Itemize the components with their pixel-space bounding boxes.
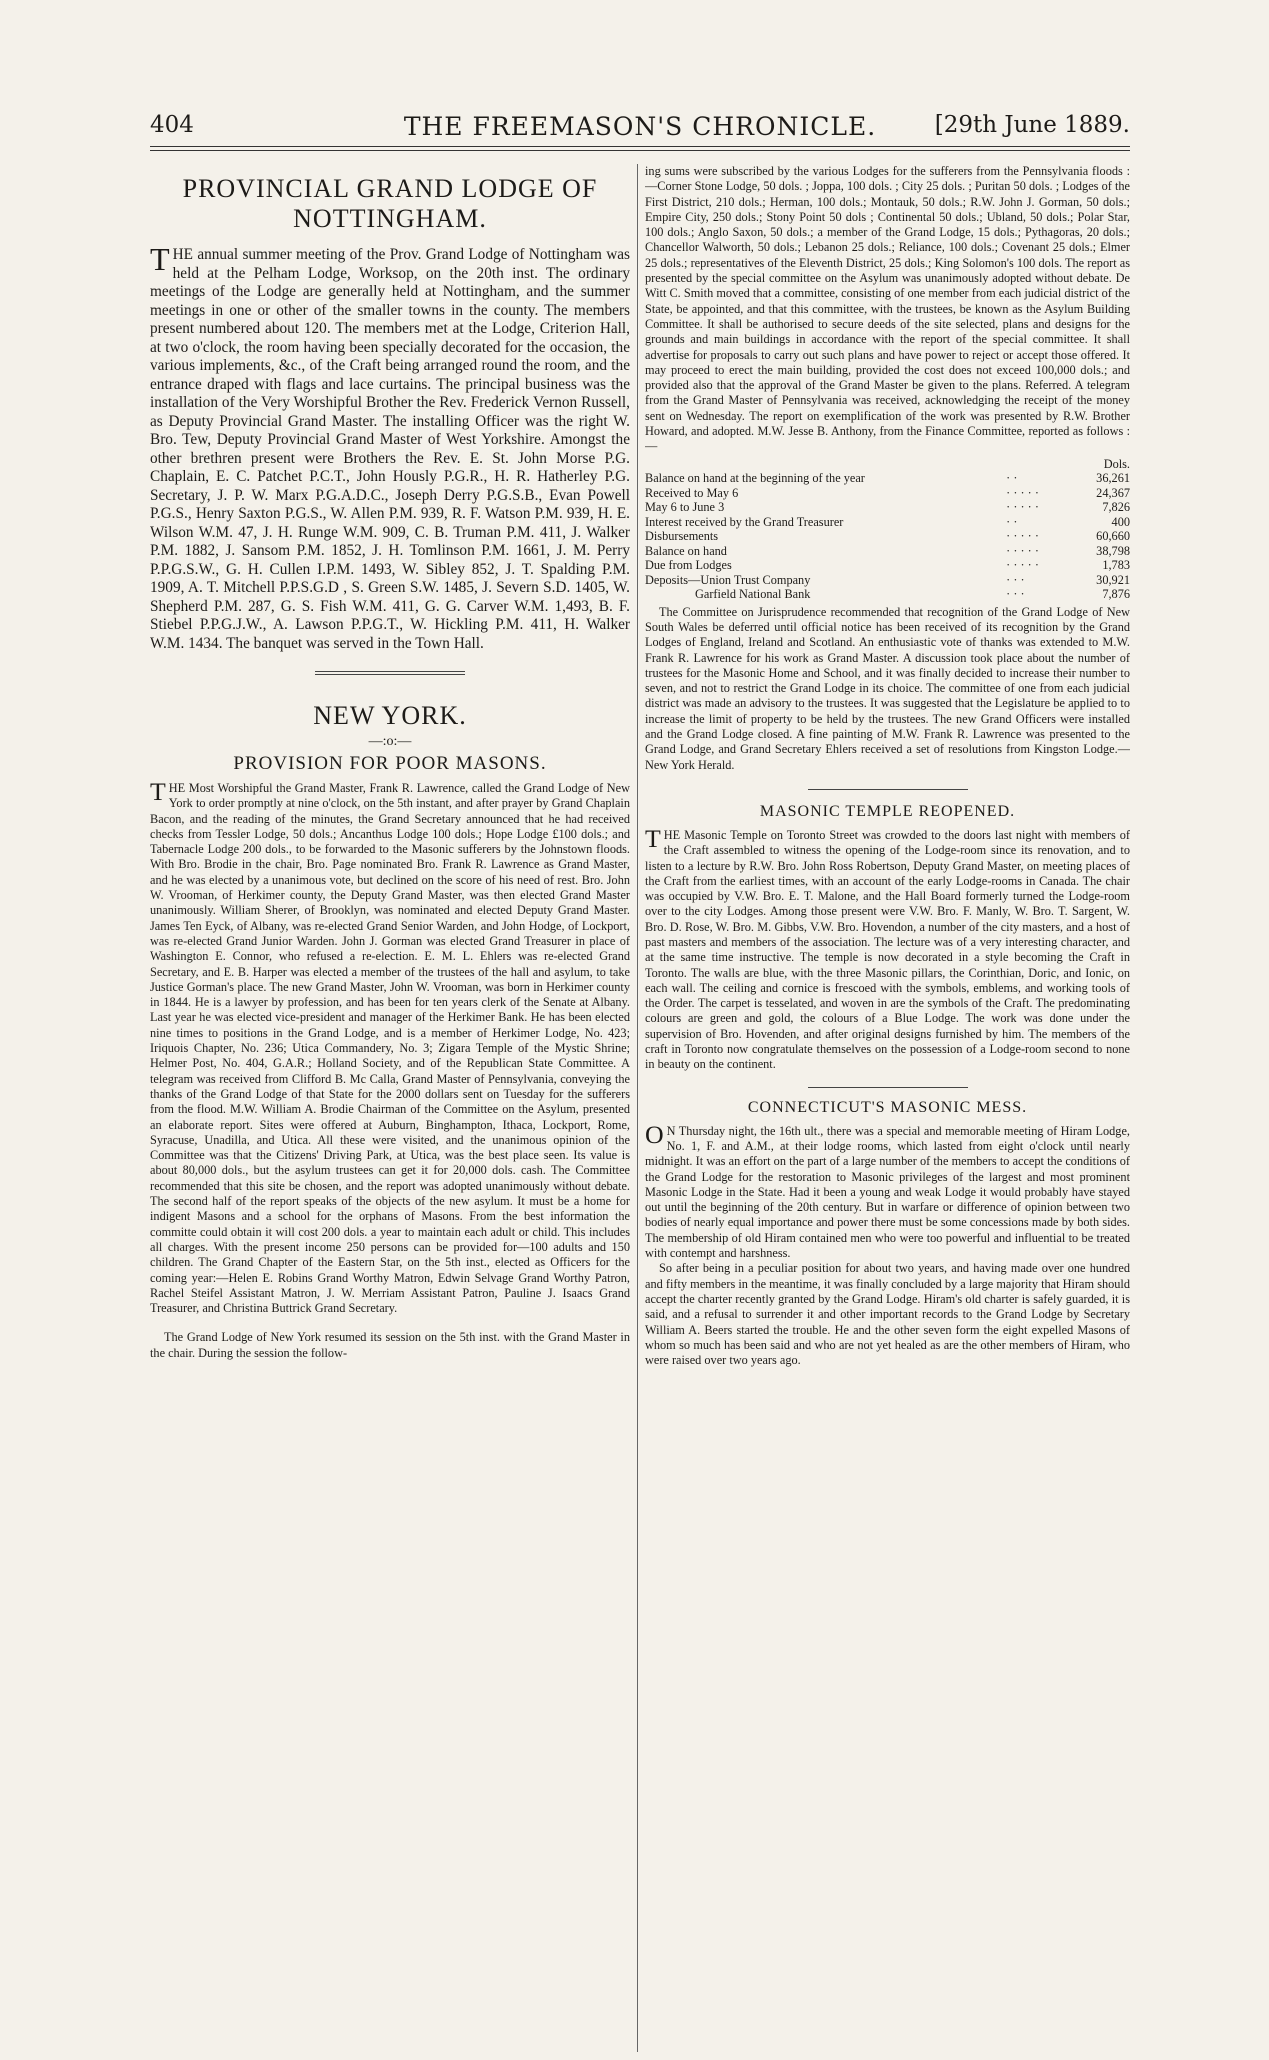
right-column — [645, 164, 1130, 2052]
article-body: THE Most Worshipful the Grand Master, Frank R. Lawrence, called the Grand Lodge of New York to order promptly at nine o'clock, on the 5th instant, and after prayer by Grand Chaplain Bacon, and the reading of the minutes, the Grand Secretary announced that he had received checks from Tessler Lodge, 50 dols.; Ancanthus Lodge 100 dols.; Hope Lodge £100 dols.; and Tabernacle Lodge 200 dols., to be forwarded to the Masonic sufferers by the Johnstown floods. With Bro. Brodie in the chair, Bro. Page nominated Bro. Frank R. Lawrence as Grand Master, and he was elected by a unanimous vote, but declined on the score of his need of rest. Bro. John W. Vrooman, of Herkimer county, the Deputy Grand Master, was then elected Grand Master unanimously. William Sherer, of Brooklyn, was nominated and elected Deputy Grand Master. James Ten Eyck, of Albany, was re-elected Grand Senior Warden, and John Hodge, of Lockport, was re-elected Grand Junior Warden. John J. Gorman was elected Grand Treasurer in place of Washington E. Connor, who refused a re-election. E. M. L. Ehlers was re-elected Grand Secretary, and E. B. Harper was elected a member of the trustees of the hall and asylum, to take Justice Gorman's place. The new Grand Master, John W. Vrooman, was born in Herkimer county in 1844. He is a lawyer by profession, and has been for ten years clerk of the Senate at Albany. Last year he was elected vice-president and manager of the Herkimer Bank. He has been elected nine times to positions in the Grand Lodge, and is a member of Herkimer Lodge, No. 423; Iriquois Chapter, No. 236; Utica Commandery, No. 3; Zigara Temple of the Mystic Shrine; Helmer Post, No. 404, G.A.R.; Holland Society, and of the Republican State Committee. A telegram was received from Clifford B. Mc Calla, Grand Master of Pennsylvania, conveying the thanks of the Grand Lodge of that State for the 2000 dollars sent on Tuesday for the sufferers from the flood. M.W. William A. Brodie Chairman of the Committee on the Asylum, presented an elaborate report. Sites were offered at Auburn, Binghampton, Ithaca, Lockport, Rome, Syracuse, Unadilla, and Utica. All these were visited, and the unanimous opinion of the Committee was that the Citizens' Driving Park, at Utica, was the best place seen. Its value is about 80,000 dols., but the asylum trustees can get it for 20,000 dols. cash. The Committee recommended that this site be chosen, and the report was adopted unanimously without debate. The second half of the report speaks of the objects of the new asylum. It must be a home for indigent Masons and a school for the orphans of Masons. From the best information the committe could obtain it will cost 200 dols. a year to maintain each adult or child. This includes all charges. With the present income 250 persons can be provided for—100 adults and 150 children. The Grand Chapter of the Eastern Star, on the 5th inst., elected as Officers for the coming year:—Helen E. Robins Grand Worthy Matron, Edwin Selvage Grand Worthy Patron, Rachel Steifel Assistant Matron, J. W. Merriam Assistant Patron, Pauline J. Isaacs Grand Treasurer, and Christina Buttrick Grand Secretary. — [150, 777, 630, 1316]
page-number: 404 — [150, 112, 194, 138]
finance-label: Disbursements — [645, 529, 719, 544]
finance-leader: · · · — [1006, 572, 1025, 587]
finance-value: 7,876 — [1102, 587, 1130, 602]
finance-value: 24,367 — [1096, 485, 1130, 500]
finance-row — [645, 587, 1130, 602]
article-body: THE Masonic Temple on Toronto Street was crowded to the doors last night with members of the Craft assembled to witness the opening of the Lodge-room since its renovation, and to listen to a lecture by R.W. Bro. John Ross Robertson, Deputy Grand Master, on meeting places of the Craft from the earliest times, with an account of the early Lodge-rooms in Canada. The chair was occupied by V.W. Bro. E. T. Malone, and the Hall Board formerly turned the Lodge-room over to the city Lodges. Among those present were V.W. Bro. F. Manly, W. Bro. T. Sargent, W. Bro. D. Rose, W. Bro. M. Gibbs, V.W. Bro. Hovendon, a number of the city masters, and a host of past masters and members of the association. The lecture was of a very interesting character, and at the same time instructive. The temple is now decorated in a style becoming the Craft in Toronto. The walls are blue, with the three Masonic pillars, the Corinthian, Doric, and Ionic, on each wall. The ceiling and cornice is frescoed with the symbols, emblems, and working tools of the Order. The carpet is tesselated, and woven in are the symbols of the Craft. The predominating colours are green and gold, the colours of a Blue Lodge. The work was done under the supervision of Bro. Hovenden, and after original designs furnished by him. The members of the craft in Toronto now congratulate themselves on the possession of a Lodge-room second to none in beauty on the continent. — [645, 823, 1130, 1072]
finance-value: 60,660 — [1096, 529, 1130, 544]
finance-row — [645, 529, 1130, 544]
finance-leader: · · · · · — [1006, 485, 1039, 500]
article-heading: CONNECTICUT'S MASONIC MESS. — [747, 1098, 1028, 1116]
column-divider — [637, 164, 638, 2052]
left-column — [150, 164, 630, 2052]
finance-leader: · · · · · — [1006, 543, 1039, 558]
finance-row — [645, 486, 1130, 501]
finance-row — [645, 544, 1130, 559]
finance-value: 36,261 — [1096, 471, 1130, 486]
finance-leader: · · · · · — [1006, 529, 1039, 544]
article-nottingham — [150, 174, 630, 653]
issue-date: [29th June 1889. — [934, 112, 1130, 138]
finance-leader: · · · — [1006, 587, 1025, 602]
finance-label: Due from Lodges — [645, 558, 732, 573]
finance-leader: · · · · · — [1006, 500, 1039, 515]
article-body-after-finance: The Committee on Jurisprudence recommended that recognition of the Grand Lodge of New South Wales be deferred until official notice has been received of its recognition by the Grand Lodges of England, Ireland and Scotland. An enthusiastic vote of thanks was extended to M.W. Frank R. Lawrence for his work as Grand Master. A discussion took place about the number of trustees for the Masonic Home and School, and it was finally decided to increase their number to seven, and not to restrict the Grand Lodge in its choice. The committee of one from each judicial district was made an advisory to the trustees. It was suggested that the Legislature be applied to to increase the limit of property to be held by the trustees. The new Grand Officers were installed and the Grand Lodge closed. A fine painting of M.W. Frank R. Lawrence was presented to the Grand Lodge, and Grand Secretary Ehlers received a set of resolutions from Kingston Lodge.—New York Herald. — [645, 604, 1130, 772]
masthead-rule — [150, 146, 1130, 147]
finance-row — [645, 515, 1130, 530]
article-connecticut — [645, 1098, 1130, 1369]
finance-value: 38,798 — [1096, 543, 1130, 558]
finance-row — [645, 471, 1130, 486]
finance-table — [645, 457, 1130, 602]
section-separator — [808, 1087, 968, 1088]
article-body-continued: The Grand Lodge of New York resumed its session on the 5th inst. with the Grand Master in the chair. During the session the follow- — [150, 1330, 630, 1360]
finance-label: Balance on hand at the beginning of the year — [645, 471, 865, 486]
finance-label: May 6 to June 3 — [645, 500, 725, 515]
finance-label: Deposits—Union Trust Company — [645, 572, 811, 587]
article-body: THE annual summer meeting of the Prov. Grand Lodge of Nottingham was held at the Pelham Lodge, Worksop, on the 20th inst. The ordinary meetings of the Lodge are generally held at Nottingham, and the summer meetings in one or other of the smaller towns in the county. The members present numbered about 120. The members met at the Lodge, Criterion Hall, at two o'clock, the room having been specially decorated for the occasion, the various implements, &c., of the Craft being arranged round the room, and the entrance draped with flags and lace curtains. The principal business was the installation of the Very Worshipful Brother the Rev. Frederick Vernon Russell, as Deputy Provincial Grand Master. The installing Officer was the right W. Bro. Tew, Deputy Provincial Grand Master of West Yorkshire. Amongst the other brethren present were Brothers the Rev. E. St. John Morse P.G. Chaplain, E. C. Patchet P.C.T., John Hously P.G.R., H. R. Hatherley P.G. Secretary, J. P. W. Marx P.G.A.D.C., Joseph Derry P.G.S.B., Evan Powell P.G.S., Henry Saxton P.G.S., W. Allen P.M. 939, R. F. Watson P.M. 939, H. E. Wilson W.M. 47, J. H. Runge W.M. 909, C. B. Truman P.M. 411, J. Walker P.M. 1882, J. Sansom P.M. 1852, J. H. Tomlinson P.M. 1661, J. M. Perry P.P.G.S.W., G. H. Cullen I.P.M. 1493, W. Sibley 852, J. T. Spalding P.M. 1909, A. T. Mitchell P.P.S.G.D , S. Green S.W. 1485, J. Severn S.D. 1405, W. Shepherd P.M. 287, G. S. Fish W.M. 411, G. G. Carver W.M. 1,493, B. F. Stiebel P.P.G.J.W., A. Lawson P.P.G.T., W. Hickling P.M. 411, H. Walker W.M. 1434. The banquet was served in the Town Hall. — [150, 241, 630, 652]
ornament-separator: —:o:— — [368, 734, 412, 749]
article-subheading: PROVISION FOR POOR MASONS. — [233, 753, 547, 774]
article-body-continued: So after being in a peculiar position for about two years, and having made over one hundred and fifty members in the meantime, it was finally concluded by a large majority that Hiram should accept the charter recently granted by the Grand Lodge. Hiram's old charter is safely guarded, it is said, and a refusal to surrender it and other important records to the Grand Lodge by Secretary William A. Beers started the trouble. He and the other seven form the eight expelled Masons of whom so much has been said and who are not yet healed as are the other members of Hiram, who were raised over two years ago. — [645, 1261, 1130, 1368]
article-body: ON Thursday night, the 16th ult., there was a special and memorable meeting of Hiram Lodge, No. 1, F. and A.M., at their lodge rooms, which lasted from eight o'clock until nearly midnight. It was an effort on the part of a large number of the members to accept the conditions of the Grand Lodge for the restoration to Masonic privileges of the largest and most prominent Masonic Lodge in the State. Had it been a young and weak Lodge it would probably have stayed out until the beginning of the 20th century. But in warfare or difference of opinion between two bodies of nearly equal importance and power there must be some concessions made by both sides. The membership of old Hiram contained men who were too powerful and influential to be treated with contempt and harshness. — [645, 1119, 1130, 1261]
finance-leader: · · — [1006, 514, 1018, 529]
finance-value: 30,921 — [1096, 572, 1130, 587]
finance-label: Interest received by the Grand Treasurer — [645, 514, 844, 529]
article-continuation: ing sums were subscribed by the various Lodges for the sufferers from the Pennsylvania floods :—Corner Stone Lodge, 50 dols. ; Joppa, 100 dols. ; City 25 dols. ; Puritan 50 dols. ; Lodges of the First District, 210 dols.; Herman, 100 dols.; Montauk, 50 dols.; R.W. John J. Gorman, 50 dols.; Empire City, 250 dols.; Stony Point 50 dols ; Continental 50 dols.; Ubland, 50 dols.; Polar Star, 100 dols.; Anglo Saxon, 50 dols.; a member of the Grand Lodge, 15 dols.; Pythagoras, 20 dols.; Chancellor Walworth, 50 dols.; Lebanon 25 dols.; Reliance, 100 dols.; Covenant 25 dols.; Elmer 25 dols.; representatives of the Eleventh District, 25 dols.; King Solomon's 100 dols. The report as presented by the special committee on the Asylum was unanimously adopted without debate. De Witt C. Smith moved that a committee, consisting of one member from each judicial district of the State, be appointed, and that this committee, with the trustees, be known as the Asylum Building Committee. It shall be authorised to secure deeds of the site selected, plans and designs for the grounds and main buildings in accordance with the report of the special committee. It shall advertise for proposals to carry out such plans and have power to reject or accept those offered. It may proceed to erect the main building, provided the cost does not exceed 100,000 dols.; and provided also that the approval of the Grand Master be given to the plans. Referred. A telegram from the Grand Master of Pennsylvania was received, acknowledging the receipt of the money sent on Wednesday. The report on exemplification of the work was presented by R.W. Brother Howard, and adopted. M.W. Jesse B. Anthony, from the Finance Committee, reported as follows :— — [645, 164, 1130, 454]
finance-value: 7,826 — [1102, 500, 1130, 515]
masthead — [150, 112, 1130, 144]
article-heading: MASONIC TEMPLE REOPENED. — [759, 802, 1016, 820]
article-heading: PROVINCIAL GRAND LODGE OF NOTTINGHAM. — [182, 174, 598, 233]
finance-row — [645, 500, 1130, 515]
finance-value: 1,783 — [1102, 558, 1130, 573]
finance-label: Received to May 6 — [645, 485, 739, 500]
publication-title: THE FREEMASON'S CHRONICLE. — [403, 112, 877, 141]
finance-leader: · · — [1006, 471, 1018, 486]
section-separator — [315, 671, 465, 675]
finance-value: 400 — [1111, 514, 1130, 529]
finance-label: Balance on hand — [645, 543, 727, 558]
finance-unit: Dols. — [1103, 456, 1130, 471]
finance-label: Garfield National Bank — [695, 587, 811, 602]
article-new-york — [150, 701, 630, 1361]
masthead-rule-thin — [150, 150, 1130, 151]
finance-row — [645, 573, 1130, 588]
finance-leader: · · · · · — [1006, 558, 1039, 573]
article-masonic-temple — [645, 802, 1130, 1073]
section-separator — [808, 789, 968, 790]
article-heading: NEW YORK. — [313, 701, 467, 730]
finance-row — [645, 558, 1130, 573]
